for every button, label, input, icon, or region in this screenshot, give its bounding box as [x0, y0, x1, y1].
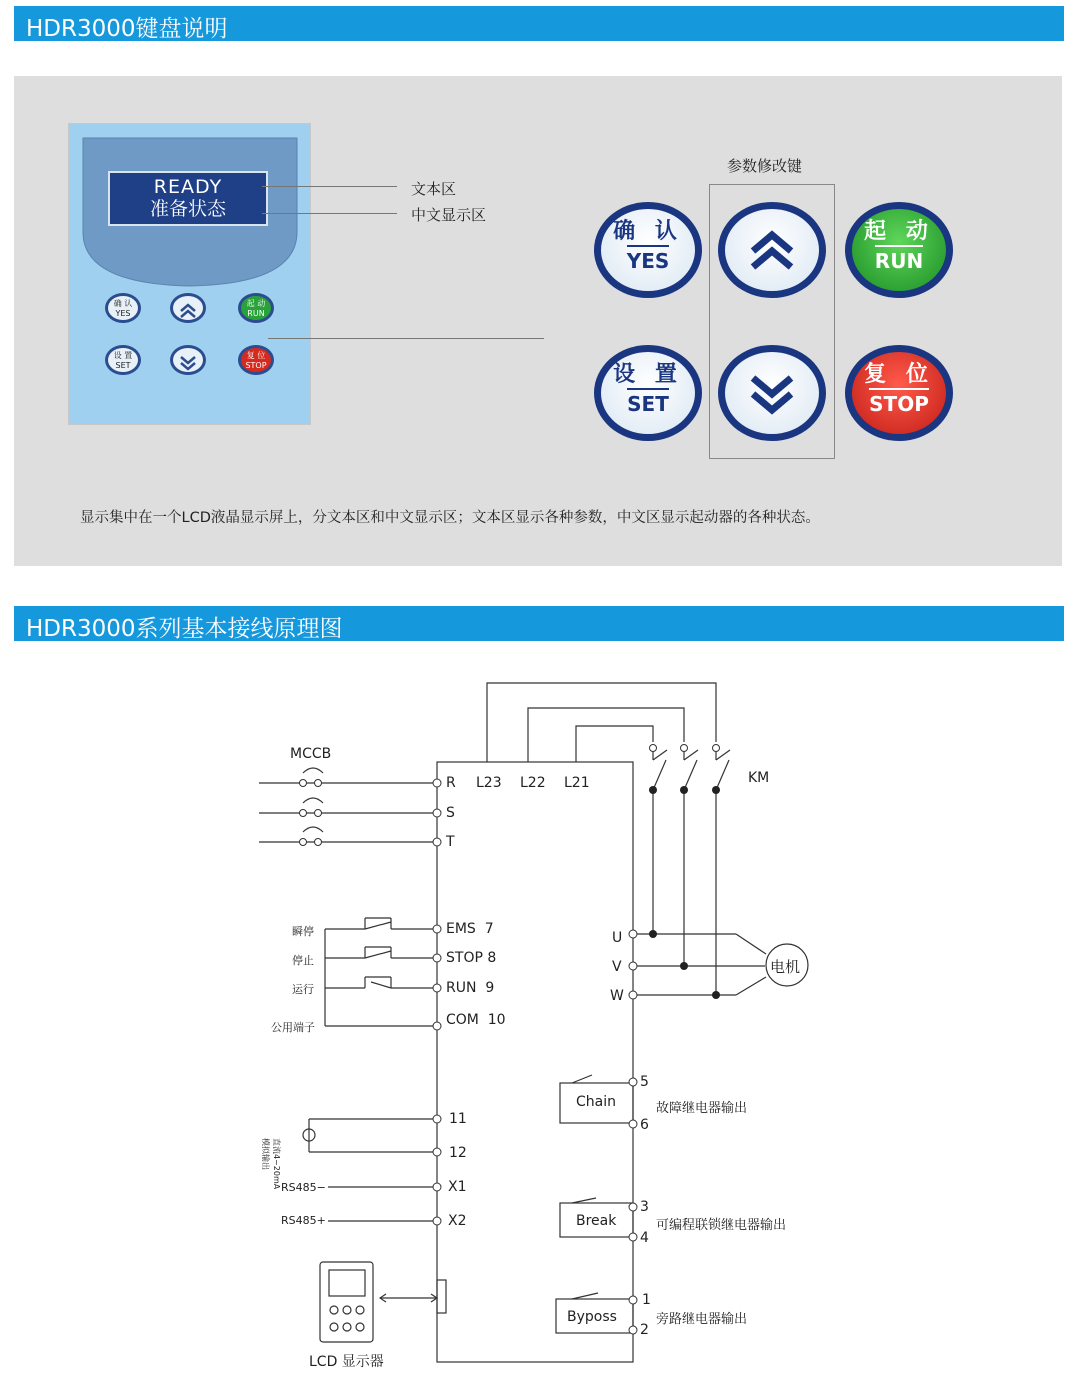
terminal-run: RUN 9	[446, 980, 495, 996]
rs485-plus-label: RS485+	[281, 1214, 326, 1227]
analog-output-label: 直流4~20mA 模拟输出	[261, 1138, 281, 1190]
relay-pin: 2	[640, 1322, 649, 1338]
device-run-key[interactable]	[238, 293, 274, 323]
label-stop: 停止	[292, 954, 314, 967]
callout-line	[262, 213, 397, 214]
relay-pin: 1	[642, 1292, 651, 1308]
up-key[interactable]	[718, 202, 826, 298]
terminal-11: 11	[449, 1111, 467, 1127]
terminal-r: R	[446, 775, 456, 791]
relay-bypass-desc: 旁路继电器输出	[656, 1312, 748, 1327]
callout-text-area: 文本区	[411, 180, 457, 198]
label-run: 运行	[292, 983, 314, 996]
device-down-key[interactable]	[170, 345, 206, 375]
terminal-s: S	[446, 805, 455, 821]
device-bezel	[69, 124, 312, 426]
stop-key[interactable]	[845, 345, 953, 441]
terminal-ems: EMS 7	[446, 921, 494, 937]
device-yes-key[interactable]	[105, 293, 141, 323]
key-en-label: YES	[627, 245, 670, 273]
motor-label: 电机	[770, 958, 801, 976]
key-cn-label: 确 认	[113, 299, 133, 308]
rs485-minus-label: RS485−	[281, 1181, 326, 1194]
key-cn-label: 起 动	[246, 299, 266, 308]
relay-pin: 5	[640, 1074, 649, 1090]
lcd-text-line: READY	[153, 176, 223, 198]
set-key[interactable]	[594, 345, 702, 441]
terminal-t: T	[446, 834, 455, 850]
section-banner-wiring	[14, 606, 1064, 641]
chevron-down-icon	[173, 351, 203, 375]
down-key[interactable]	[718, 345, 826, 441]
key-cn-label: 设 置	[113, 351, 133, 360]
section-title: HDR3000系列基本接线原理图	[26, 616, 343, 642]
section-banner-keyboard	[14, 6, 1064, 41]
terminal-x2: X2	[448, 1213, 467, 1229]
terminal-w: W	[610, 988, 624, 1004]
device-stop-key[interactable]	[238, 345, 274, 375]
key-cn-label: 复 位	[864, 362, 934, 387]
terminal-l21: L21	[564, 775, 590, 791]
key-en-label: SET	[115, 361, 131, 370]
mccb-label: MCCB	[290, 746, 332, 762]
chevron-up-icon	[173, 299, 203, 323]
key-cn-label: 确 认	[613, 219, 683, 244]
key-cn-label: 复 位	[246, 351, 266, 360]
relay-pin: 4	[640, 1230, 649, 1246]
terminal-stop: STOP 8	[446, 950, 497, 966]
relay-break-desc: 可编程联锁继电器输出	[656, 1218, 787, 1233]
keypad-device	[68, 123, 311, 425]
chevron-up-icon	[725, 209, 819, 291]
key-en-label: SET	[627, 388, 669, 416]
keyboard-description: 显示集中在一个LCD液晶显示屏上，分文本区和中文显示区；文本区显示各种参数，中文区显示起动器的各种状态。	[80, 510, 820, 526]
run-key[interactable]	[845, 202, 953, 298]
key-en-label: STOP	[869, 388, 929, 416]
callout-line	[268, 338, 544, 339]
label-common: 公用端子	[271, 1021, 315, 1034]
key-cn-label: 起 动	[864, 219, 934, 244]
section-title: HDR3000键盘说明	[26, 16, 228, 42]
lcd-display-label: LCD 显示器	[309, 1354, 384, 1370]
km-label: KM	[748, 770, 770, 786]
relay-bypass-label: Byposs	[567, 1309, 617, 1325]
label-emergency-stop: 瞬停	[292, 925, 314, 938]
terminal-u: U	[612, 930, 623, 946]
relay-chain-desc: 故障继电器输出	[656, 1101, 748, 1116]
callout-line	[262, 186, 397, 187]
terminal-l23: L23	[476, 775, 502, 791]
key-en-label: YES	[115, 309, 131, 318]
relay-chain-label: Chain	[576, 1094, 616, 1110]
device-up-key[interactable]	[170, 293, 206, 323]
callout-chinese-area: 中文显示区	[411, 206, 487, 224]
key-en-label: RUN	[875, 245, 923, 273]
key-en-label: STOP	[245, 361, 267, 370]
relay-break-label: Break	[576, 1213, 617, 1229]
lcd-chinese-line: 准备状态	[149, 198, 226, 220]
device-set-key[interactable]	[105, 345, 141, 375]
terminal-12: 12	[449, 1145, 467, 1161]
terminal-l22: L22	[520, 775, 546, 791]
yes-key[interactable]	[594, 202, 702, 298]
key-cn-label: 设 置	[613, 362, 683, 387]
terminal-x1: X1	[448, 1179, 467, 1195]
chevron-down-icon	[725, 352, 819, 434]
terminal-com: COM 10	[446, 1012, 506, 1028]
param-keys-label: 参数修改键	[727, 157, 803, 175]
lcd-screen	[108, 171, 268, 226]
terminal-v: V	[612, 959, 622, 975]
relay-pin: 3	[640, 1199, 649, 1215]
key-en-label: RUN	[247, 309, 265, 318]
relay-pin: 6	[640, 1117, 649, 1133]
